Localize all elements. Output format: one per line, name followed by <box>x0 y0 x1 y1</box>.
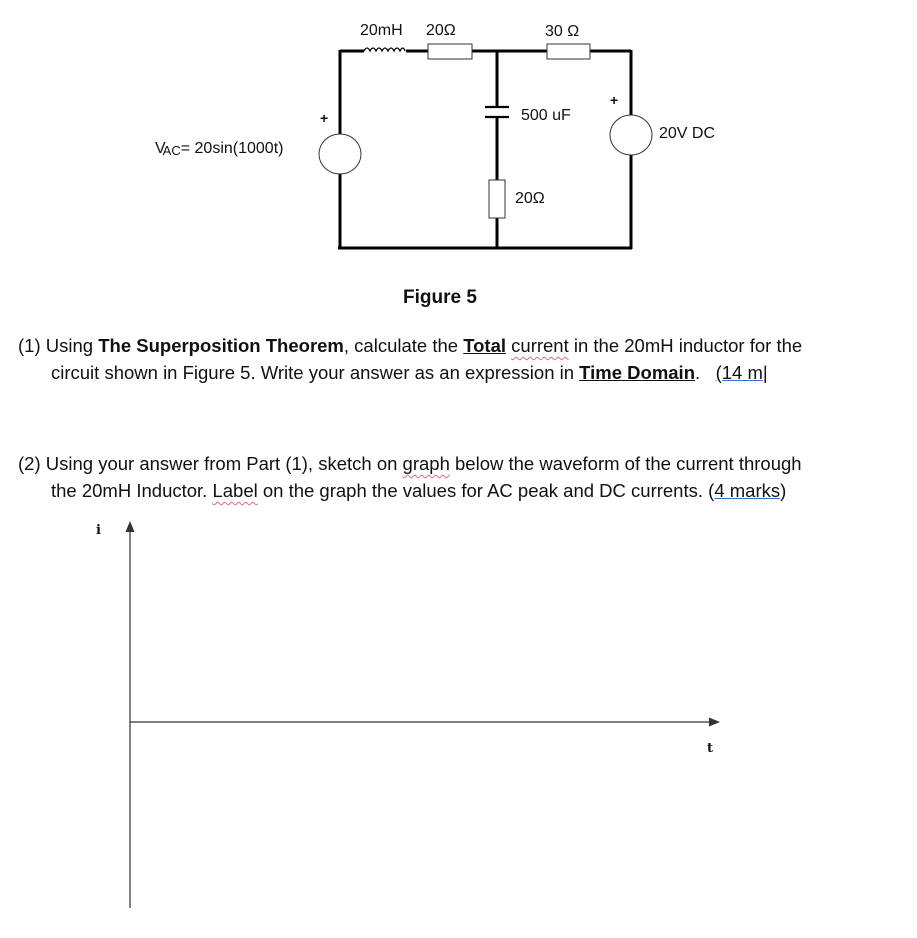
dc-source-label: 20V DC <box>659 125 716 142</box>
resistor1-label: 20Ω <box>426 22 456 39</box>
ac-polarity: + <box>320 110 329 126</box>
inductor-label: 20mH <box>360 22 403 39</box>
x-axis-arrow-icon <box>709 718 720 727</box>
capacitor-500uf <box>485 107 509 117</box>
y-axis-label: i <box>96 523 101 538</box>
figure-caption: Figure 5 <box>403 287 477 308</box>
y-axis-arrow-icon <box>126 521 135 532</box>
resistor2-label: 30 Ω <box>545 23 580 40</box>
question-1-marks: (14 m <box>715 362 763 383</box>
dc-polarity: + <box>610 92 619 108</box>
sketch-graph <box>0 520 917 938</box>
resistor3-label: 20Ω <box>515 190 545 207</box>
x-axis-label: t <box>707 741 714 756</box>
ac-source-label: $V_{AC}= 20\sin(1000t)$ <box>155 140 284 159</box>
capacitor-label: 500 uF <box>521 107 571 124</box>
circuit-diagram <box>0 0 917 300</box>
resistor-30 <box>547 44 590 59</box>
question-2-marks: 4 marks <box>714 480 781 501</box>
dc-source <box>610 115 652 155</box>
question-1: (1) Using The Superposition Theorem, calculate the Total current in the 20mH inductor for the circuit shown in Figure 5. Write your answer as an expression in Time Domain. (14 m| <box>18 335 803 383</box>
inductor-20mh <box>364 48 405 51</box>
resistor-20-vertical <box>489 180 505 218</box>
ac-source <box>319 134 361 174</box>
resistor-20-top <box>428 44 472 59</box>
question-2: (2) Using your answer from Part (1), sketch on graph below the waveform of the current through the 20mH Inductor. Label on the graph the values for AC peak and DC currents. (4 marks) <box>18 453 802 501</box>
